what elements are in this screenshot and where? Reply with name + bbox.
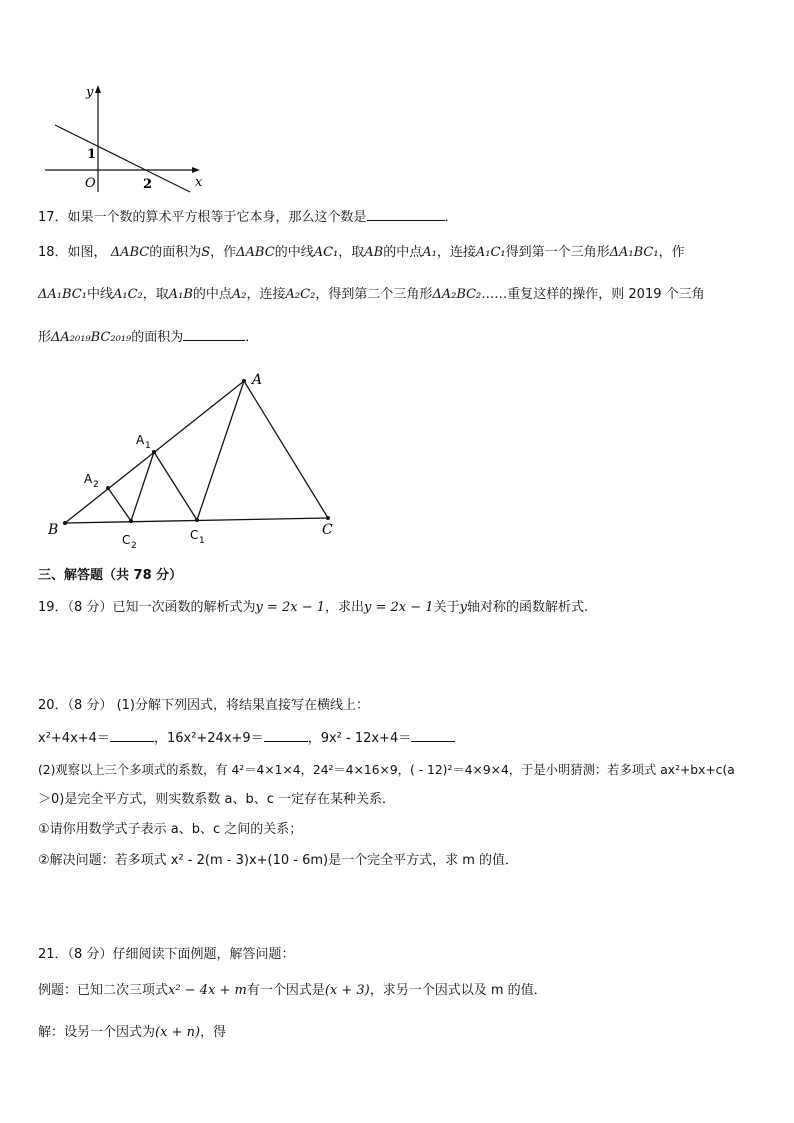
x-intercept-label: 2 (143, 177, 153, 192)
point-c1 (195, 518, 199, 522)
point-b (63, 521, 67, 525)
question-20-line-2: x²+4x+4＝ ，16x²+24x+9＝ ，9x² - 12x+4＝ (38, 729, 455, 748)
svg-text:A: A (84, 472, 93, 486)
q20-blank-2 (264, 729, 308, 742)
question-21-line-1: 21．（8 分）仔细阅读下面例题，解答问题： (38, 947, 295, 962)
svg-text:2: 2 (131, 541, 137, 551)
label-c: C (322, 522, 333, 538)
q18-blank (183, 328, 245, 341)
q20-blank-1 (110, 729, 154, 742)
origin-label: O (85, 176, 96, 191)
question-21-line-3: 解：设另一个因式为(x + n)，得 (38, 1025, 227, 1040)
question-18-line-1: 18．如图， ΔABC的面积为S，作ΔABC的中线AC₁，取AB的中点A₁，连接A₁C₁得到第一个三角形ΔA₁BC₁，作 (38, 245, 685, 260)
svg-text:C: C (190, 528, 199, 542)
segment-a2c2 (108, 488, 131, 521)
q17-blank (367, 208, 445, 221)
svg-text:1: 1 (145, 441, 151, 451)
math-s: S (201, 245, 211, 260)
question-20-line-4: ＞0)是完全平方式，则实数系数 a、b、c 一定存在某种关系． (38, 792, 395, 807)
x-axis-label: x (195, 175, 203, 190)
y-axis-arrow (95, 85, 101, 93)
label-a1 (136, 433, 151, 451)
point-a1 (152, 450, 156, 454)
point-c2 (129, 519, 133, 523)
y-axis-label: y (86, 85, 94, 100)
section-3-heading: 三、解答题（共 78 分） (38, 568, 183, 583)
point-a2 (106, 486, 110, 490)
triangle-figure (40, 368, 350, 553)
y-intercept-label: 1 (87, 147, 97, 162)
question-18-line-3: 形ΔA₂₀₁₉BC₂₀₁₉的面积为 ． (38, 330, 259, 345)
question-17: 17．如果一个数的算术平方根等于它本身，那么这个数是 ． (38, 210, 458, 225)
q17-text: 17．如果一个数的算术平方根等于它本身，那么这个数是 (38, 210, 367, 225)
svg-text:C: C (122, 533, 131, 547)
label-a2 (84, 472, 99, 490)
question-20-line-3: (2)观察以上三个多项式的系数，有 4²＝4×1×4，24²＝4×16×9，( - 12)²＝4×9×4，于是小明猜测：若多项式 ax²+bx+c(a (38, 763, 735, 777)
function-line (55, 125, 190, 192)
question-20-line-6: ②解决问题：若多项式 x² - 2(m - 3)x+(10 - 6m)是一个完全平方式，求 m 的值． (38, 853, 519, 868)
segment-a1c1 (154, 452, 197, 520)
question-19: 19．（8 分）已知一次函数的解析式为y = 2x − 1，求出y = 2x − 1关于y轴对称的函数解析式. (38, 600, 589, 615)
segment-a1c2 (131, 452, 154, 521)
side-ac (244, 381, 328, 518)
label-a: A (252, 372, 263, 388)
question-20-line-1: 20．（8 分） (1)分解下列因式，将结果直接写在横线上： (38, 698, 369, 713)
label-c1 (190, 528, 205, 546)
question-20-line-5: ①请你用数学式子表示 a、b、c 之间的关系； (38, 822, 303, 837)
label-c2 (122, 533, 137, 551)
question-21-line-2: 例题：已知二次三项式x² − 4x + m有一个因式是(x + 3)，求另一个因式以及 m 的值． (38, 983, 547, 998)
x-axis-arrow (192, 167, 200, 173)
math-triangle-abc: ΔABC (110, 245, 150, 260)
svg-text:2: 2 (93, 480, 99, 490)
point-a (242, 379, 246, 383)
q20-blank-3 (411, 729, 455, 742)
label-b: B (48, 522, 59, 538)
segment-ac1 (197, 381, 244, 520)
point-c (326, 516, 330, 520)
question-18-line-2: ΔA₁BC₁中线A₁C₂，取A₁B的中点A₂，连接A₂C₂，得到第二个三角形ΔA₂BC₂……重复这样的操作，则 2019 个三角 (38, 287, 705, 302)
linear-function-graph (40, 82, 210, 197)
svg-text:1: 1 (199, 536, 205, 546)
svg-text:A: A (136, 433, 145, 447)
